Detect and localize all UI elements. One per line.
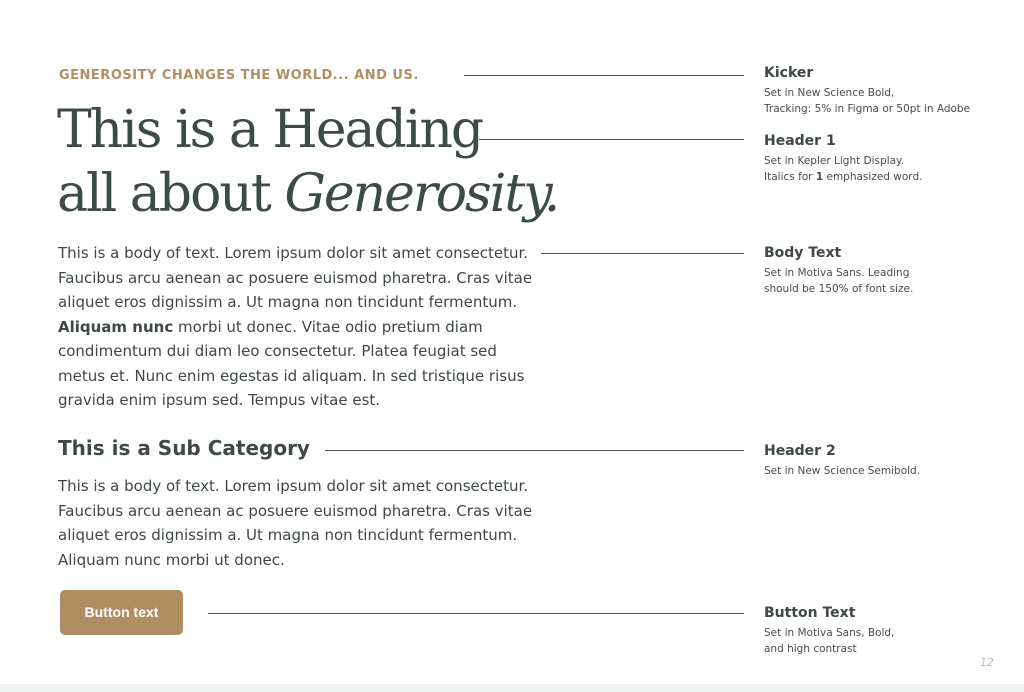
header1-note-line-2-suffix: emphasized word. <box>823 171 923 183</box>
body-note-title: Body Text <box>764 245 842 261</box>
header1-note-line-1: Set in Kepler Light Display. <box>764 155 905 167</box>
body2-line-1: This is a body of text. Lorem ipsum dolor sit amet consectetur. <box>58 477 529 495</box>
kicker-note-line-2: Tracking: 5% in Figma or 50pt in Adobe <box>764 103 971 115</box>
body2-line-3: aliquet eros dignissim a. Ut magna non tincidunt fermentum. <box>58 526 518 544</box>
button-note-title: Button Text <box>764 605 856 621</box>
heading-emphasis: Generosity. <box>284 164 559 224</box>
header2-note-title: Header 2 <box>764 443 836 459</box>
sample-button[interactable]: Button text <box>60 590 183 635</box>
header2-note <box>764 442 1004 479</box>
heading-line-1: This is a Heading <box>57 100 483 160</box>
body1-line-5: condimentum dui diam leo consectetur. Platea feugiat sed <box>58 342 497 360</box>
page-number: 12 <box>980 656 994 669</box>
body1-line-2: Faucibus arcu aenean ac posuere euismod pharetra. Cras vitae <box>58 268 533 287</box>
body-note <box>764 244 1004 297</box>
kicker-note-title: Kicker <box>764 65 814 81</box>
kicker-leader-line <box>464 75 744 76</box>
kicker-note <box>764 64 1004 117</box>
button-note <box>764 604 1004 657</box>
subcategory-heading: This is a Sub Category <box>58 436 310 460</box>
kicker-note-line-1: Set in New Science Bold, <box>764 87 895 99</box>
bottom-strip <box>0 684 1024 692</box>
body-paragraph-1 <box>58 241 538 413</box>
body1-line-3: aliquet eros dignissim a. Ut magna non tincidunt fermentum. <box>58 293 518 311</box>
body-note-line-2: should be 150% of font size. <box>764 283 914 295</box>
body-paragraph-2 <box>58 474 538 572</box>
header1-note <box>764 132 1004 185</box>
body2-line-4: Aliquam nunc morbi ut donec. <box>58 550 285 569</box>
body1-line-7: gravida enim ipsum sed. Tempus vitae est. <box>58 391 381 409</box>
body1-line-1: This is a body of text. Lorem ipsum dolor sit amet consectetur. <box>58 244 529 262</box>
body-leader-line <box>541 253 744 254</box>
header2-note-desc <box>764 463 1004 479</box>
header1-note-desc <box>764 153 1004 185</box>
heading-line-2-prefix: all about <box>57 164 285 224</box>
body2-line-2: Faucibus arcu aenean ac posuere euismod pharetra. Cras vitae <box>58 501 533 520</box>
body1-bold-phrase: Aliquam nunc <box>58 317 174 336</box>
body-note-line-1: Set in Motiva Sans. Leading <box>764 267 910 279</box>
header1-note-title: Header 1 <box>764 133 836 149</box>
button-leader-line <box>208 613 744 614</box>
body-note-desc <box>764 265 1004 297</box>
button-note-line-2: and high contrast <box>764 643 857 655</box>
page-heading <box>57 98 558 226</box>
button-note-desc <box>764 625 1004 657</box>
header1-note-bold: 1 <box>815 171 824 183</box>
kicker-note-desc <box>764 85 1004 117</box>
header1-leader-line <box>479 139 744 140</box>
kicker-text: GENEROSITY CHANGES THE WORLD... AND US. <box>59 68 419 83</box>
body1-line-6: metus et. Nunc enim egestas id aliquam. In sed tristique risus <box>58 366 525 385</box>
header2-leader-line <box>325 450 744 451</box>
button-note-line-1: Set in Motiva Sans, Bold, <box>764 627 895 639</box>
header2-note-line-1: Set in New Science Semibold. <box>764 465 921 477</box>
header1-note-line-2-prefix: Italics for <box>764 171 816 183</box>
body1-line-4: morbi ut donec. Vitae odio pretium diam <box>173 317 483 336</box>
